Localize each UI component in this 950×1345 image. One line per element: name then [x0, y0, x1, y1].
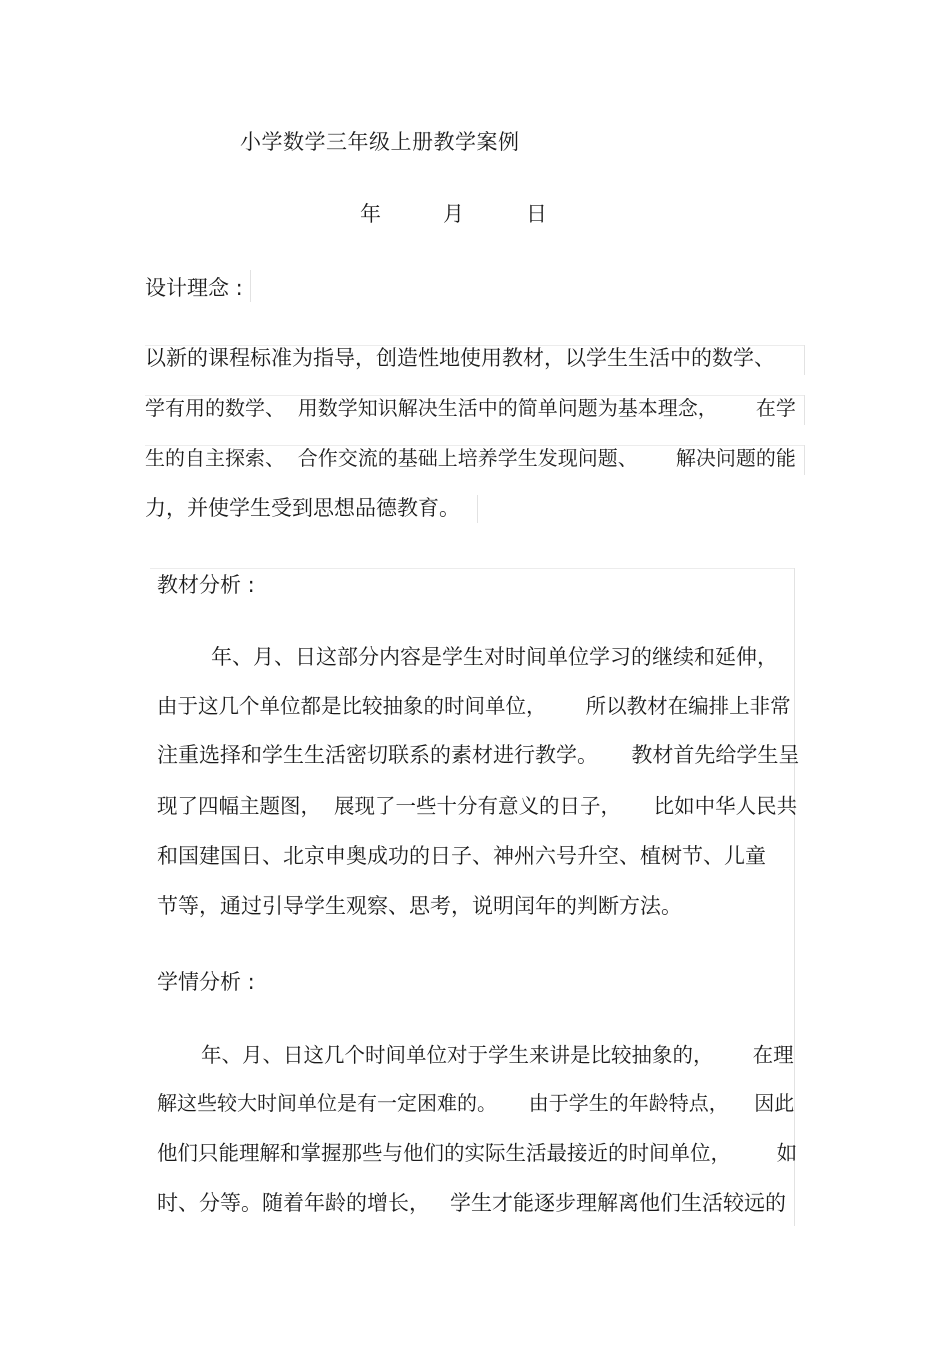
document-title: 小学数学三年级上册教学案例 — [240, 130, 520, 154]
document-date: 年 月 日 — [360, 202, 548, 226]
scan-border — [804, 395, 805, 425]
paragraph-line: 注重选择和学生生活密切联系的素材进行教学。 教材首先给学生呈 — [157, 743, 800, 767]
paragraph-line: 时、分等。随着年龄的增长， 学生才能逐步理解离他们生活较远的 — [157, 1191, 787, 1215]
paragraph-line: 年、月、日这部分内容是学生对时间单位学习的继续和延伸， — [211, 645, 778, 669]
paragraph-line: 解这些较大时间单位是有一定困难的。 由于学生的年龄特点， 因此 — [157, 1091, 795, 1115]
paragraph-line: 学有用的数学、 用数学知识解决生活中的简单问题为基本理念， 在学 — [145, 396, 796, 420]
scan-border — [804, 445, 805, 475]
section-heading-design: 设计理念 : — [145, 276, 243, 300]
section-heading-students: 学情分析 : — [157, 970, 255, 994]
scan-border — [477, 495, 478, 523]
paragraph-line: 由于这几个单位都是比较抽象的时间单位， 所以教材在编排上非常 — [157, 694, 791, 718]
paragraph-line: 生的自主探索、 合作交流的基础上培养学生发现问题、 解决问题的能 — [145, 446, 796, 470]
paragraph-line: 力，并使学生受到思想品德教育。 — [145, 496, 460, 520]
paragraph-line: 节等，通过引导学生观察、思考，说明闰年的判断方法。 — [157, 894, 682, 918]
scan-border — [804, 345, 805, 375]
section-heading-textbook: 教材分析 : — [157, 573, 255, 597]
scan-border — [250, 270, 251, 302]
paragraph-line: 年、月、日这几个时间单位对于学生来讲是比较抽象的， 在理 — [201, 1043, 794, 1067]
paragraph-line: 他们只能理解和掌握那些与他们的实际生活最接近的时间单位， 如 — [157, 1141, 798, 1165]
paragraph-line: 现了四幅主题图， 展现了一些十分有意义的日子， 比如中华人民共 — [157, 794, 798, 818]
paragraph-line: 以新的课程标准为指导，创造性地使用教材，以学生生活中的数学、 — [145, 346, 775, 370]
paragraph-line: 和国建国日、北京申奥成功的日子、神州六号升空、植树节、儿童 — [157, 844, 766, 868]
scan-border — [794, 568, 795, 1226]
